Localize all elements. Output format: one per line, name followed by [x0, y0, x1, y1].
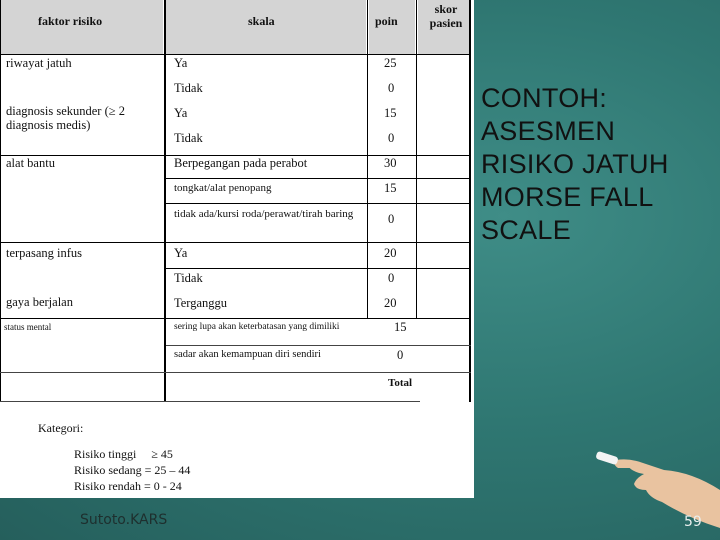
points-cell: 0: [388, 131, 395, 145]
points-cell: 0: [388, 212, 395, 226]
footer-author: Sutoto.KARS: [80, 512, 168, 528]
grid-line: [0, 242, 471, 243]
header-scale-label: skala: [248, 14, 275, 28]
factor-cell: riwayat jatuh: [6, 56, 72, 70]
scale-cell: Tidak: [174, 271, 203, 285]
scale-cell: tongkat/alat penopang: [174, 182, 272, 194]
slide-title: CONTOH: ASESMEN RISIKO JATUH MORSE FALL SCALE: [481, 83, 669, 245]
scale-cell: Ya: [174, 56, 188, 70]
scale-cell: Terganggu: [174, 296, 228, 310]
category-line: Risiko tinggi ≥ 45: [74, 447, 173, 461]
grid-line: [0, 318, 471, 319]
scale-cell: Berpegangan pada perabot: [174, 156, 308, 170]
factor-cell: diagnosis sekunder (≥ 2 diagnosis medis): [6, 104, 125, 132]
header-patient-score: [418, 0, 470, 54]
points-cell: 30: [384, 156, 397, 170]
grid-line: [164, 178, 471, 179]
header-scale: [166, 0, 366, 54]
total-label: Total: [388, 377, 413, 389]
scale-cell: sadar akan kemampuan diri sendiri: [174, 349, 321, 360]
scale-cell: Ya: [174, 246, 188, 260]
points-cell: 15: [384, 106, 397, 120]
grid-line: [164, 0, 166, 402]
points-cell: 20: [384, 296, 397, 310]
grid-line: [166, 345, 471, 346]
grid-line: [367, 0, 368, 318]
grid-line: [0, 0, 1, 402]
header-factor-label: faktor risiko: [38, 14, 103, 28]
header-patient-score-label: skor pasien: [429, 2, 463, 30]
grid-line: [164, 203, 471, 204]
scale-cell: tidak ada/kursi roda/perawat/tirah baring: [174, 208, 354, 220]
points-cell: 0: [397, 348, 404, 362]
grid-line: [0, 372, 471, 373]
factor-cell: gaya berjalan: [6, 295, 73, 309]
scale-cell: sering lupa akan keterbatasan yang dimiliki: [174, 322, 340, 332]
grid-line: [164, 268, 471, 269]
scale-cell: Tidak: [174, 81, 203, 95]
page-number: 59: [684, 514, 702, 530]
header-points: [369, 0, 415, 54]
points-cell: 15: [384, 181, 397, 195]
category-heading: Kategori:: [38, 421, 84, 435]
category-line: Risiko sedang = 25 – 44: [74, 463, 191, 477]
category-line: Risiko rendah = 0 - 24: [74, 479, 182, 493]
grid-line: [0, 54, 471, 55]
scale-cell: Ya: [174, 106, 188, 120]
factor-cell: status mental: [4, 322, 52, 332]
header-points-label: poin: [375, 14, 398, 28]
factor-cell: alat bantu: [6, 156, 55, 170]
factor-cell: terpasang infus: [6, 246, 83, 260]
grid-line: [0, 401, 420, 402]
grid-line: [416, 0, 417, 318]
points-cell: 0: [388, 271, 395, 285]
header-factor: [0, 0, 163, 54]
grid-line: [469, 0, 471, 402]
points-cell: 20: [384, 246, 397, 260]
points-cell: 15: [394, 320, 407, 334]
points-cell: 25: [384, 56, 397, 70]
scale-cell: Tidak: [174, 131, 203, 145]
points-cell: 0: [388, 81, 395, 95]
